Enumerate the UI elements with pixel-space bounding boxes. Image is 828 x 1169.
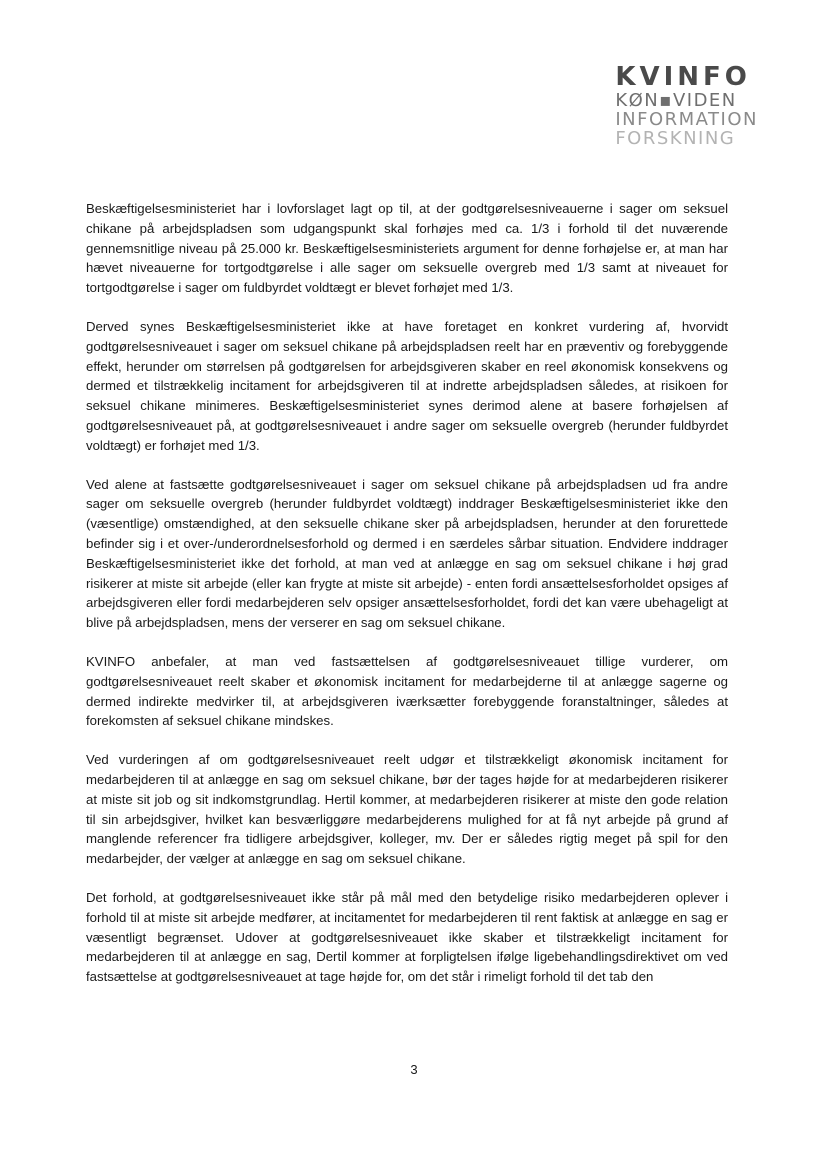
document-body (86, 199, 728, 1006)
logo-line-4: FORSKNING (615, 128, 736, 149)
logo-title: KVINFO (615, 62, 751, 92)
paragraph-3: Ved alene at fastsætte godtgørelsesniveauet i sager om seksuel chikane på arbejdspladsen ud fra andre sager om seksuelle overgreb (herunder fuldbyrdet voldtægt) inddrager Beskæftigelsesministeriet ikke den (væsentlige) omstændighed, at den seksuelle chikane sker på arbejdspladsen, herunder at den forurettede befinder sig i et over-/underordnelsesforhold og dermed i en særdeles sårbar situation. Endvidere inddrager Beskæftigelsesministeriet ikke det forhold, at man ved at anlægge en sag om seksuel chikane i høj grad risikerer at miste sit arbejde (eller kan frygte at miste sit arbejde) - enten fordi ansættelsesforholdet opsiges af arbejdsgiveren eller fordi medarbejderen selv opsiger ansættelsesforholdet, fordi det kan være ubehageligt at blive på arbejdspladsen, mens der verserer en sag om seksuel chikane. (86, 476, 728, 631)
paragraph-2: Derved synes Beskæftigelsesministeriet ikke at have foretaget en konkret vurdering af, hvorvidt godtgørelsesniveauet i sager om seksuel chikane på arbejdspladsen reelt har en præventiv og forebyggende effekt, herunder om størrelsen på godtgørelsen for arbejdsgiveren skaber en reel økonomisk konsekvens og dermed et tilstrækkelig incitament for arbejdsgiveren til at indrette arbejdspladsen således, at risikoen for seksuel chikane minimeres. Beskæftigelsesministeriet synes derimod alene at basere forhøjelsen af godtgørelsesniveauet på, at godtgørelsesniveauet i andre sager om seksuelle overgreb (herunder fuldbyrdet voldtægt) er forhøjet med 1/3. (86, 318, 728, 453)
paragraph-4: KVINFO anbefaler, at man ved fastsættelsen af godtgørelsesniveauet tillige vurderer, om godtgørelsesniveauet reelt skaber et økonomisk incitament for medarbejderne til at anlægge sagerne og dermed indirekte medvirker til, at arbejdsgiveren iværksætter forebyggende foranstaltninger, således at forekomsten af seksuel chikane mindskes. (86, 653, 728, 729)
kvinfo-logo (615, 64, 758, 149)
logo-line-3: INFORMATION (615, 109, 758, 130)
page-number: 3 (410, 1062, 418, 1077)
paragraph-5: Ved vurderingen af om godtgørelsesniveauet reelt udgør et tilstrækkeligt økonomisk incitament for medarbejderen til at anlægge en sag om seksuel chikane, bør der tages højde for at medarbejderen risikerer at miste sit job og sit indkomstgrundlag. Hertil kommer, at medarbejderen risikerer at miste den gode relation til sin arbejdsgiver, hvilket kan besværliggøre medarbejderens mulighed for at få nyt arbejde på grund af manglende referencer fra tidligere arbejdsgiver, kolleger, mv. Der er således rigtig meget på spil for den medarbejder, der vælger at anlægge en sag om seksuel chikane. (86, 752, 728, 867)
paragraph-6: Det forhold, at godtgørelsesniveauet ikke står på mål med den betydelige risiko medarbejderen oplever i forhold til at miste sit arbejde medfører, at incitamentet for medarbejderen til rent faktisk at anlægge en sag er væsentligt begrænset. Udover at godtgørelsesniveauet ikke skaber et tilstrækkeligt incitament for medarbejderen til at anlægge en sag, Dertil kommer at forpligtelsen ifølge ligebehandlingsdirektivet om ved fastsættelse at godtgørelsesniveauet at tage højde for, om det står i rimeligt forhold til det tab den (86, 889, 728, 985)
paragraph-1: Beskæftigelsesministeriet har i lovforslaget lagt op til, at der godtgørelsesniveauerne i sager om seksuel chikane på arbejdspladsen som udgangspunkt skal forhøjes med ca. 1/3 i forhold til det nuværende gennemsnitlige niveau på 25.000 kr. Beskæftigelsesministeriets argument for denne forhøjelse er, at man har hævet niveauerne for tortgodtgørelse i alle sager om seksuelle overgreb med 1/3 samt at niveauet for tortgodtgørelse i sager om fuldbyrdet voldtægt er blevet forhøjet med 1/3. (86, 201, 728, 296)
logo-line-2: KØN▪VIDEN (615, 90, 737, 111)
